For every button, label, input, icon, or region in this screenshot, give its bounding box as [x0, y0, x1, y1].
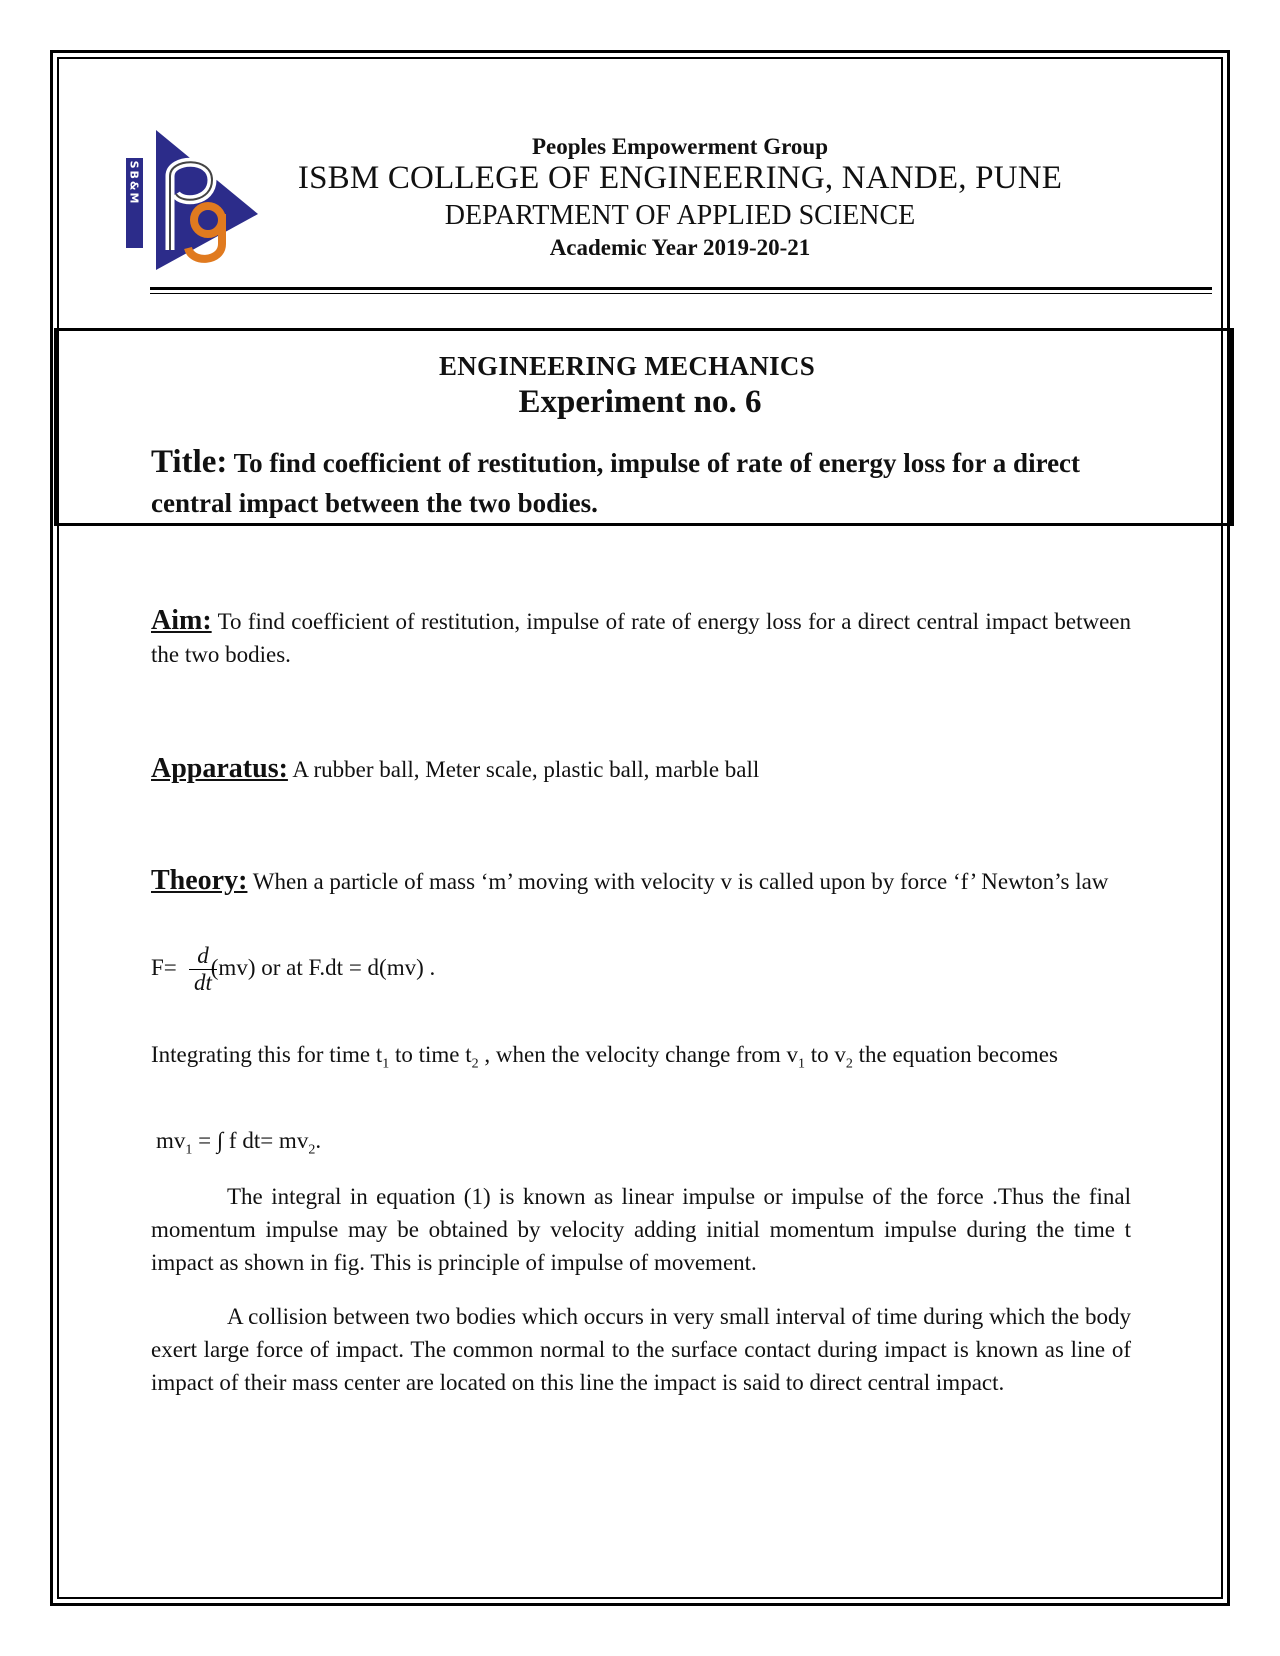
aim-section — [151, 604, 1131, 671]
equation-rhs: (mv) or at F.dt = d(mv) . — [210, 955, 436, 980]
aim-text: To find coefficient of restitution, impulse of rate of energy loss for a direct central impact between the two bodies. — [151, 609, 1131, 667]
integrating-paragraph — [151, 1038, 1131, 1081]
apparatus-section — [151, 752, 1131, 786]
academic-year: Academic Year 2019-20-21 — [549, 235, 811, 260]
collision-paragraph: A collision between two bodies which occurs in very small interval of time during which the body exert large force of impact. The common normal to the surface contact during impact is known as line of impact of their mass center are located on this line the impact is said to direct central impact. — [151, 1304, 1131, 1395]
theory-text: When a particle of mass ‘m’ moving with velocity v is called upon by force ‘f’ Newton’s law — [252, 869, 1109, 894]
department-name: DEPARTMENT OF APPLIED SCIENCE — [444, 200, 916, 231]
subscript-t2: 2 — [471, 1056, 479, 1072]
subscript-v2: 2 — [845, 1056, 853, 1072]
integrating-text-3: , when the velocity change from v — [478, 1042, 798, 1067]
eq2-text-3: . — [315, 1128, 322, 1153]
fraction-numerator: d — [189, 943, 217, 970]
header-divider-thick — [150, 287, 1212, 290]
eq2-text-2: = ∫ f dt= mv — [192, 1128, 309, 1153]
impulse-paragraph: The integral in equation (1) is known as linear impulse or impulse of the force .Thus the final momentum impulse may be obtained by velocity adding initial momentum impulse during the time t impact as shown in fig. This is principle of impulse of movement. — [151, 1184, 1131, 1275]
college-logo — [126, 128, 260, 270]
header-divider-thin — [150, 293, 1212, 294]
integrating-text-5: the equation becomes — [852, 1042, 1058, 1067]
title-text: To find coefficient of restitution, impulse of rate of energy loss for a direct central impact between the two bodies. — [151, 448, 1081, 518]
fraction-denominator: dt — [194, 970, 212, 995]
subject-heading: ENGINEERING MECHANICS — [438, 351, 816, 381]
logo-letters: ISB&M — [127, 154, 141, 206]
title-label: Title: — [151, 444, 228, 480]
apparatus-text: A rubber ball, Meter scale, plastic ball, marble ball — [292, 757, 760, 782]
eq2-text-1: mv — [156, 1128, 186, 1153]
derivative-fraction — [189, 943, 217, 996]
equation-impulse — [156, 1128, 321, 1159]
aim-label: Aim: — [151, 605, 212, 636]
equation-lhs: F= — [151, 955, 177, 980]
theory-label: Theory: — [151, 865, 248, 896]
eq2-subscript-2: 2 — [308, 1142, 316, 1158]
group-name: Peoples Empowerment Group — [531, 134, 828, 159]
apparatus-label: Apparatus: — [151, 753, 288, 784]
integrating-text-2: to time t — [389, 1042, 472, 1067]
integrating-text-4: to v — [805, 1042, 846, 1067]
experiment-number: Experiment no. 6 — [518, 384, 762, 420]
experiment-title — [151, 442, 1151, 523]
subscript-v1: 1 — [798, 1056, 805, 1072]
eq2-subscript-1: 1 — [185, 1142, 193, 1158]
equation-newton — [151, 943, 436, 995]
integrating-text-1: Integrating this for time t — [151, 1042, 383, 1067]
theory-section — [151, 864, 1131, 898]
college-name: ISBM COLLEGE OF ENGINEERING, NANDE, PUNE — [297, 160, 1063, 196]
subscript-t1: 1 — [382, 1056, 390, 1072]
